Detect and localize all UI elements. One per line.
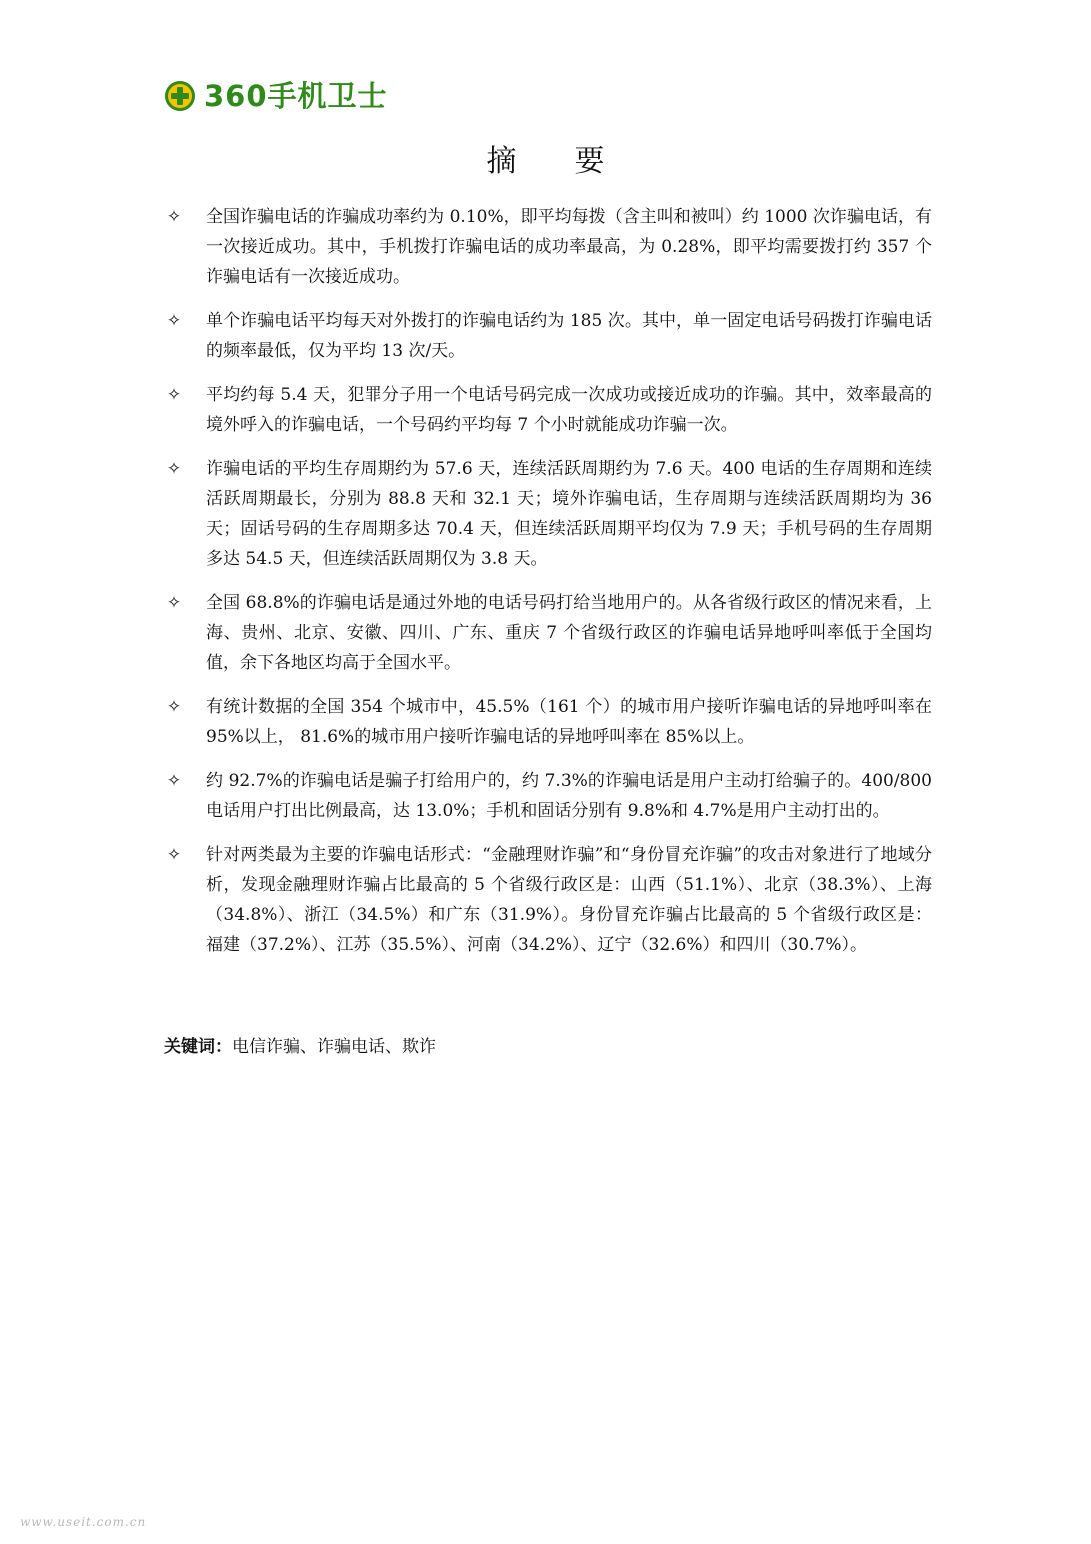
diamond-bullet-icon: ✧	[166, 459, 182, 479]
diamond-bullet-icon: ✧	[166, 385, 182, 405]
diamond-bullet-icon: ✧	[166, 311, 182, 331]
summary-item-text: 约 92.7%的诈骗电话是骗子打给用户的，约 7.3%的诈骗电话是用户主动打给骗子的。400/800 电话用户打出比例最高，达 13.0%；手机和固话分别有 9.8%和 4.7%是用户主动打出的。	[206, 771, 932, 821]
summary-item	[164, 588, 932, 678]
summary-item	[164, 454, 932, 574]
logo-text: 360手机卫士	[204, 79, 388, 113]
diamond-bullet-icon: ✧	[166, 697, 182, 717]
keywords-label: 关键词：	[164, 1037, 232, 1057]
summary-item	[164, 840, 932, 960]
page-title-part-2: 要	[574, 144, 605, 179]
diamond-bullet-icon: ✧	[166, 593, 182, 613]
summary-item-text: 平均约每 5.4 天，犯罪分子用一个电话号码完成一次成功或接近成功的诈骗。其中，效率最高的境外呼入的诈骗电话，一个号码约平均每 7 个小时就能成功诈骗一次。	[206, 385, 932, 435]
summary-item-text: 针对两类最为主要的诈骗电话形式：“金融理财诈骗”和“身份冒充诈骗”的攻击对象进行了地域分析，发现金融理财诈骗占比最高的 5 个省级行政区是：山西（51.1%）、北京（38.3%）、上海（34.8%）、浙江（34.5%）和广东（31.9%）。身份冒充诈骗占比最高的 5 个省级行政区是：福建（37.2%）、江苏（35.5%）、河南（34.2%）、辽宁（32.6%）和四川（30.7%）。	[206, 845, 932, 955]
summary-item-text: 全国诈骗电话的诈骗成功率约为 0.10%，即平均每拨（含主叫和被叫）约 1000 次诈骗电话，有一次接近成功。其中，手机拨打诈骗电话的成功率最高，为 0.28%，即平均需要拨打约 357 个诈骗电话有一次接近成功。	[206, 207, 932, 287]
green-cross-circle-icon	[164, 80, 196, 112]
brand-logo	[164, 78, 388, 114]
summary-item	[164, 306, 932, 366]
summary-item	[164, 202, 932, 292]
summary-item-text: 有统计数据的全国 354 个城市中，45.5%（161 个）的城市用户接听诈骗电话的异地呼叫率在 95%以上， 81.6%的城市用户接听诈骗电话的异地呼叫率在 85%以上。	[206, 697, 932, 747]
summary-list	[164, 202, 932, 974]
summary-item	[164, 692, 932, 752]
summary-item-text: 诈骗电话的平均生存周期约为 57.6 天，连续活跃周期约为 7.6 天。400 电话的生存周期和连续活跃周期最长，分别为 88.8 天和 32.1 天；境外诈骗电话，生存周期与连续活跃周期均为 36 天；固话号码的生存周期多达 70.4 天，但连续活跃周期平均仅为 7.9 天；手机号码的生存周期多达 54.5 天，但连续活跃周期仅为 3.8 天。	[206, 459, 932, 569]
summary-item-text: 全国 68.8%的诈骗电话是通过外地的电话号码打给当地用户的。从各省级行政区的情况来看，上海、贵州、北京、安徽、四川、广东、重庆 7 个省级行政区的诈骗电话异地呼叫率低于全国均值，余下各地区均高于全国水平。	[206, 593, 932, 673]
summary-item-text: 单个诈骗电话平均每天对外拨打的诈骗电话约为 185 次。其中，单一固定电话号码拨打诈骗电话的频率最低，仅为平均 13 次/天。	[206, 311, 932, 361]
page-title	[0, 142, 1091, 182]
summary-item	[164, 766, 932, 826]
summary-item	[164, 380, 932, 440]
diamond-bullet-icon: ✧	[166, 207, 182, 227]
keywords-value: 电信诈骗、诈骗电话、欺诈	[232, 1037, 436, 1057]
keywords	[164, 1032, 436, 1062]
diamond-bullet-icon: ✧	[166, 845, 182, 865]
page-title-part-1: 摘	[486, 144, 517, 179]
watermark: www.useit.com.cn	[20, 1515, 147, 1529]
diamond-bullet-icon: ✧	[166, 771, 182, 791]
